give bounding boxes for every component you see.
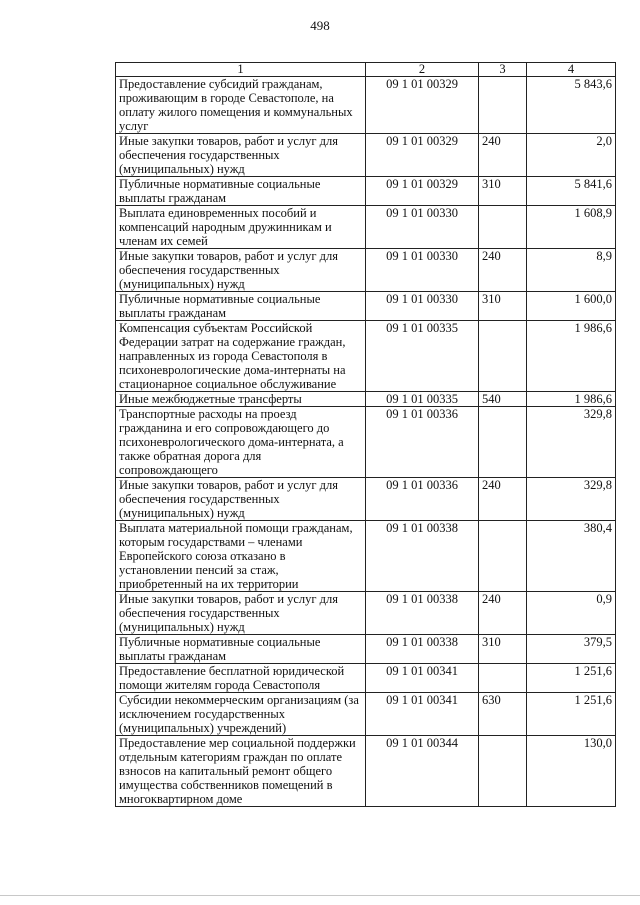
row-amount-cell: 5 843,6 <box>527 77 616 134</box>
row-amount-cell: 8,9 <box>527 249 616 292</box>
row-code-cell: 09 1 01 00330 <box>366 249 479 292</box>
row-code-cell: 09 1 01 00344 <box>366 736 479 807</box>
row-code-cell: 09 1 01 00336 <box>366 407 479 478</box>
row-name-cell: Предоставление субсидий гражданам, проживающим в городе Севастополе, на оплату жилого помещения и коммунальных услуг <box>116 77 366 134</box>
row-name-cell: Публичные нормативные социальные выплаты гражданам <box>116 635 366 664</box>
row-name-cell: Выплата материальной помощи гражданам, которым государствами – членами Европейского союза отказано в установлении пенсий за стаж, приобретенный на их территории <box>116 521 366 592</box>
table-row <box>116 592 616 635</box>
row-code-cell: 09 1 01 00341 <box>366 693 479 736</box>
row-expense-kind-cell: 310 <box>479 292 527 321</box>
page-edge-line <box>0 895 640 896</box>
row-expense-kind-cell <box>479 521 527 592</box>
row-expense-kind-cell: 630 <box>479 693 527 736</box>
row-amount-cell: 5 841,6 <box>527 177 616 206</box>
table-body <box>116 77 616 807</box>
row-name-cell: Иные закупки товаров, работ и услуг для обеспечения государственных (муниципальных) нужд <box>116 478 366 521</box>
row-code-cell: 09 1 01 00329 <box>366 134 479 177</box>
row-name-cell: Выплата единовременных пособий и компенсаций народным дружинникам и членам их семей <box>116 206 366 249</box>
row-code-cell: 09 1 01 00330 <box>366 206 479 249</box>
row-name-cell: Публичные нормативные социальные выплаты гражданам <box>116 177 366 206</box>
row-expense-kind-cell: 540 <box>479 392 527 407</box>
row-expense-kind-cell <box>479 407 527 478</box>
table-row <box>116 321 616 392</box>
row-amount-cell: 0,9 <box>527 592 616 635</box>
row-amount-cell: 329,8 <box>527 407 616 478</box>
row-code-cell: 09 1 01 00338 <box>366 592 479 635</box>
table-row <box>116 134 616 177</box>
page-number: 498 <box>310 18 330 33</box>
table-row <box>116 206 616 249</box>
row-amount-cell: 1 251,6 <box>527 693 616 736</box>
row-name-cell: Иные закупки товаров, работ и услуг для обеспечения государственных (муниципальных) нужд <box>116 134 366 177</box>
row-name-cell: Публичные нормативные социальные выплаты гражданам <box>116 292 366 321</box>
row-name-cell: Предоставление мер социальной поддержки отдельным категориям граждан по оплате взносов на капитальный ремонт общего имущества собственников помещений в многоквартирном доме <box>116 736 366 807</box>
row-name-cell: Иные закупки товаров, работ и услуг для обеспечения государственных (муниципальных) нужд <box>116 249 366 292</box>
row-amount-cell: 1 600,0 <box>527 292 616 321</box>
header-kind-column: 3 <box>479 63 527 77</box>
row-name-cell: Иные межбюджетные трансферты <box>116 392 366 407</box>
row-expense-kind-cell: 310 <box>479 177 527 206</box>
row-code-cell: 09 1 01 00330 <box>366 292 479 321</box>
table-row <box>116 664 616 693</box>
row-amount-cell: 2,0 <box>527 134 616 177</box>
table-row <box>116 77 616 134</box>
table-row <box>116 521 616 592</box>
row-expense-kind-cell: 310 <box>479 635 527 664</box>
row-name-cell: Предоставление бесплатной юридической помощи жителям города Севастополя <box>116 664 366 693</box>
header-amount-column: 4 <box>527 63 616 77</box>
table-row <box>116 478 616 521</box>
row-expense-kind-cell: 240 <box>479 134 527 177</box>
row-amount-cell: 329,8 <box>527 478 616 521</box>
table-row <box>116 635 616 664</box>
header-code-column: 2 <box>366 63 479 77</box>
row-expense-kind-cell <box>479 206 527 249</box>
row-code-cell: 09 1 01 00336 <box>366 478 479 521</box>
table-row <box>116 693 616 736</box>
row-expense-kind-cell: 240 <box>479 478 527 521</box>
row-expense-kind-cell <box>479 77 527 134</box>
table-row <box>116 292 616 321</box>
row-code-cell: 09 1 01 00341 <box>366 664 479 693</box>
row-amount-cell: 379,5 <box>527 635 616 664</box>
table-row <box>116 407 616 478</box>
table-row <box>116 392 616 407</box>
row-code-cell: 09 1 01 00338 <box>366 521 479 592</box>
row-code-cell: 09 1 01 00335 <box>366 392 479 407</box>
row-name-cell: Компенсация субъектам Российской Федерации затрат на содержание граждан, направленных из города Севастополя в психоневрологические дома-интернаты на стационарное социальное обслуживание <box>116 321 366 392</box>
row-amount-cell: 1 986,6 <box>527 392 616 407</box>
row-name-cell: Субсидии некоммерческим организациям (за исключением государственных (муниципальных) учреждений) <box>116 693 366 736</box>
row-name-cell: Иные закупки товаров, работ и услуг для обеспечения государственных (муниципальных) нужд <box>116 592 366 635</box>
header-name-column: 1 <box>116 63 366 77</box>
row-code-cell: 09 1 01 00338 <box>366 635 479 664</box>
row-expense-kind-cell <box>479 736 527 807</box>
row-name-cell: Транспортные расходы на проезд гражданина и его сопровождающего до психоневрологического дома-интерната, а также обратная дорога для сопровождающего <box>116 407 366 478</box>
table-row <box>116 249 616 292</box>
row-expense-kind-cell: 240 <box>479 249 527 292</box>
row-amount-cell: 1 608,9 <box>527 206 616 249</box>
budget-table <box>115 62 616 807</box>
row-expense-kind-cell <box>479 664 527 693</box>
row-amount-cell: 380,4 <box>527 521 616 592</box>
row-expense-kind-cell <box>479 321 527 392</box>
row-expense-kind-cell: 240 <box>479 592 527 635</box>
table-row <box>116 736 616 807</box>
row-code-cell: 09 1 01 00335 <box>366 321 479 392</box>
table-row <box>116 177 616 206</box>
row-code-cell: 09 1 01 00329 <box>366 77 479 134</box>
header-row <box>116 63 616 77</box>
row-amount-cell: 130,0 <box>527 736 616 807</box>
row-amount-cell: 1 986,6 <box>527 321 616 392</box>
row-amount-cell: 1 251,6 <box>527 664 616 693</box>
row-code-cell: 09 1 01 00329 <box>366 177 479 206</box>
